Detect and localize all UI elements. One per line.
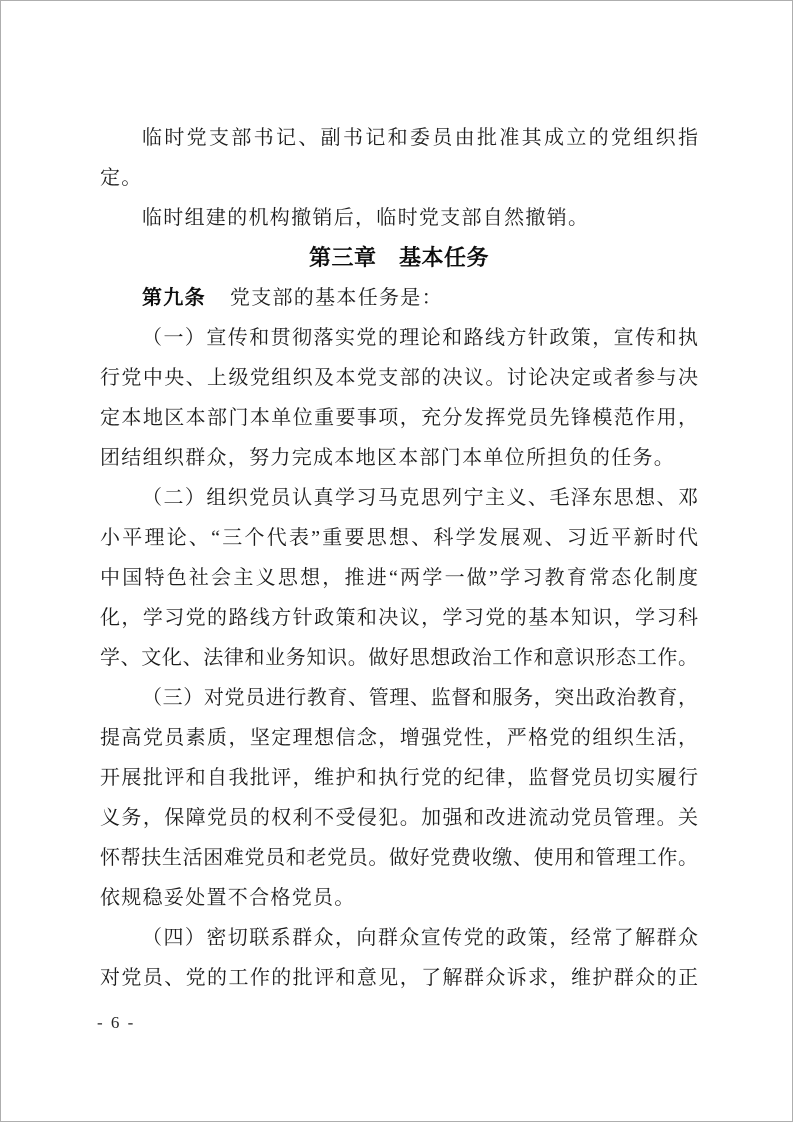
text-line: 定本地区本部门本单位重要事项，充分发挥党员先锋模范作用，: [100, 407, 698, 429]
text-line: 临时党支部书记、副书记和委员由批准其成立的党组织指: [142, 127, 698, 149]
text-line: 临时组建的机构撤销后，临时党支部自然撤销。: [142, 207, 590, 229]
text-line: 提高党员素质，坚定理想信念，增强党性，严格党的组织生活，: [100, 727, 698, 749]
text-line: 对党员、党的工作的批评和意见，了解群众诉求，维护群众的正: [100, 967, 698, 989]
text-line: 中国特色社会主义思想，推进“两学一做”学习教育常态化制度: [100, 567, 698, 589]
text-line: 义务，保障党员的权利不受侵犯。加强和改进流动党员管理。关: [100, 807, 698, 829]
text-line: 学、文化、法律和业务知识。做好思想政治工作和意识形态工作。: [100, 647, 698, 669]
text-line: （三）对党员进行教育、管理、监督和服务，突出政治教育，: [142, 687, 698, 709]
text-line: [100, 278, 698, 318]
article-lead-text: 党支部的基本任务是：: [229, 287, 443, 309]
text-line: 依规稳妥处置不合格党员。: [100, 887, 356, 909]
text-line: 行党中央、上级党组织及本党支部的决议。讨论决定或者参与决: [100, 367, 698, 389]
text-line: （一）宣传和贯彻落实党的理论和路线方针政策，宣传和执: [142, 327, 698, 349]
text-line: 怀帮扶生活困难党员和老党员。做好党费收缴、使用和管理工作。: [100, 847, 698, 869]
text-line: （四）密切联系群众，向群众宣传党的政策，经常了解群众: [142, 927, 698, 949]
document-body: [100, 118, 698, 998]
page-number: - 6 -: [97, 1013, 136, 1032]
text-line: 定。: [100, 167, 143, 189]
text-line: 团结组织群众，努力完成本地区本部门本单位所担负的任务。: [100, 447, 676, 469]
text-line: 开展批评和自我批评，维护和执行党的纪律，监督党员切实履行: [100, 767, 698, 789]
text-line: 小平理论、“三个代表”重要思想、科学发展观、习近平新时代: [100, 527, 698, 549]
text-line: 化，学习党的路线方针政策和决议，学习党的基本知识，学习科: [100, 607, 698, 629]
article-number: 第九条: [142, 287, 206, 309]
chapter-heading: 第三章 基本任务: [308, 245, 489, 270]
text-line: （二）组织党员认真学习马克思列宁主义、毛泽东思想、邓: [142, 487, 698, 509]
